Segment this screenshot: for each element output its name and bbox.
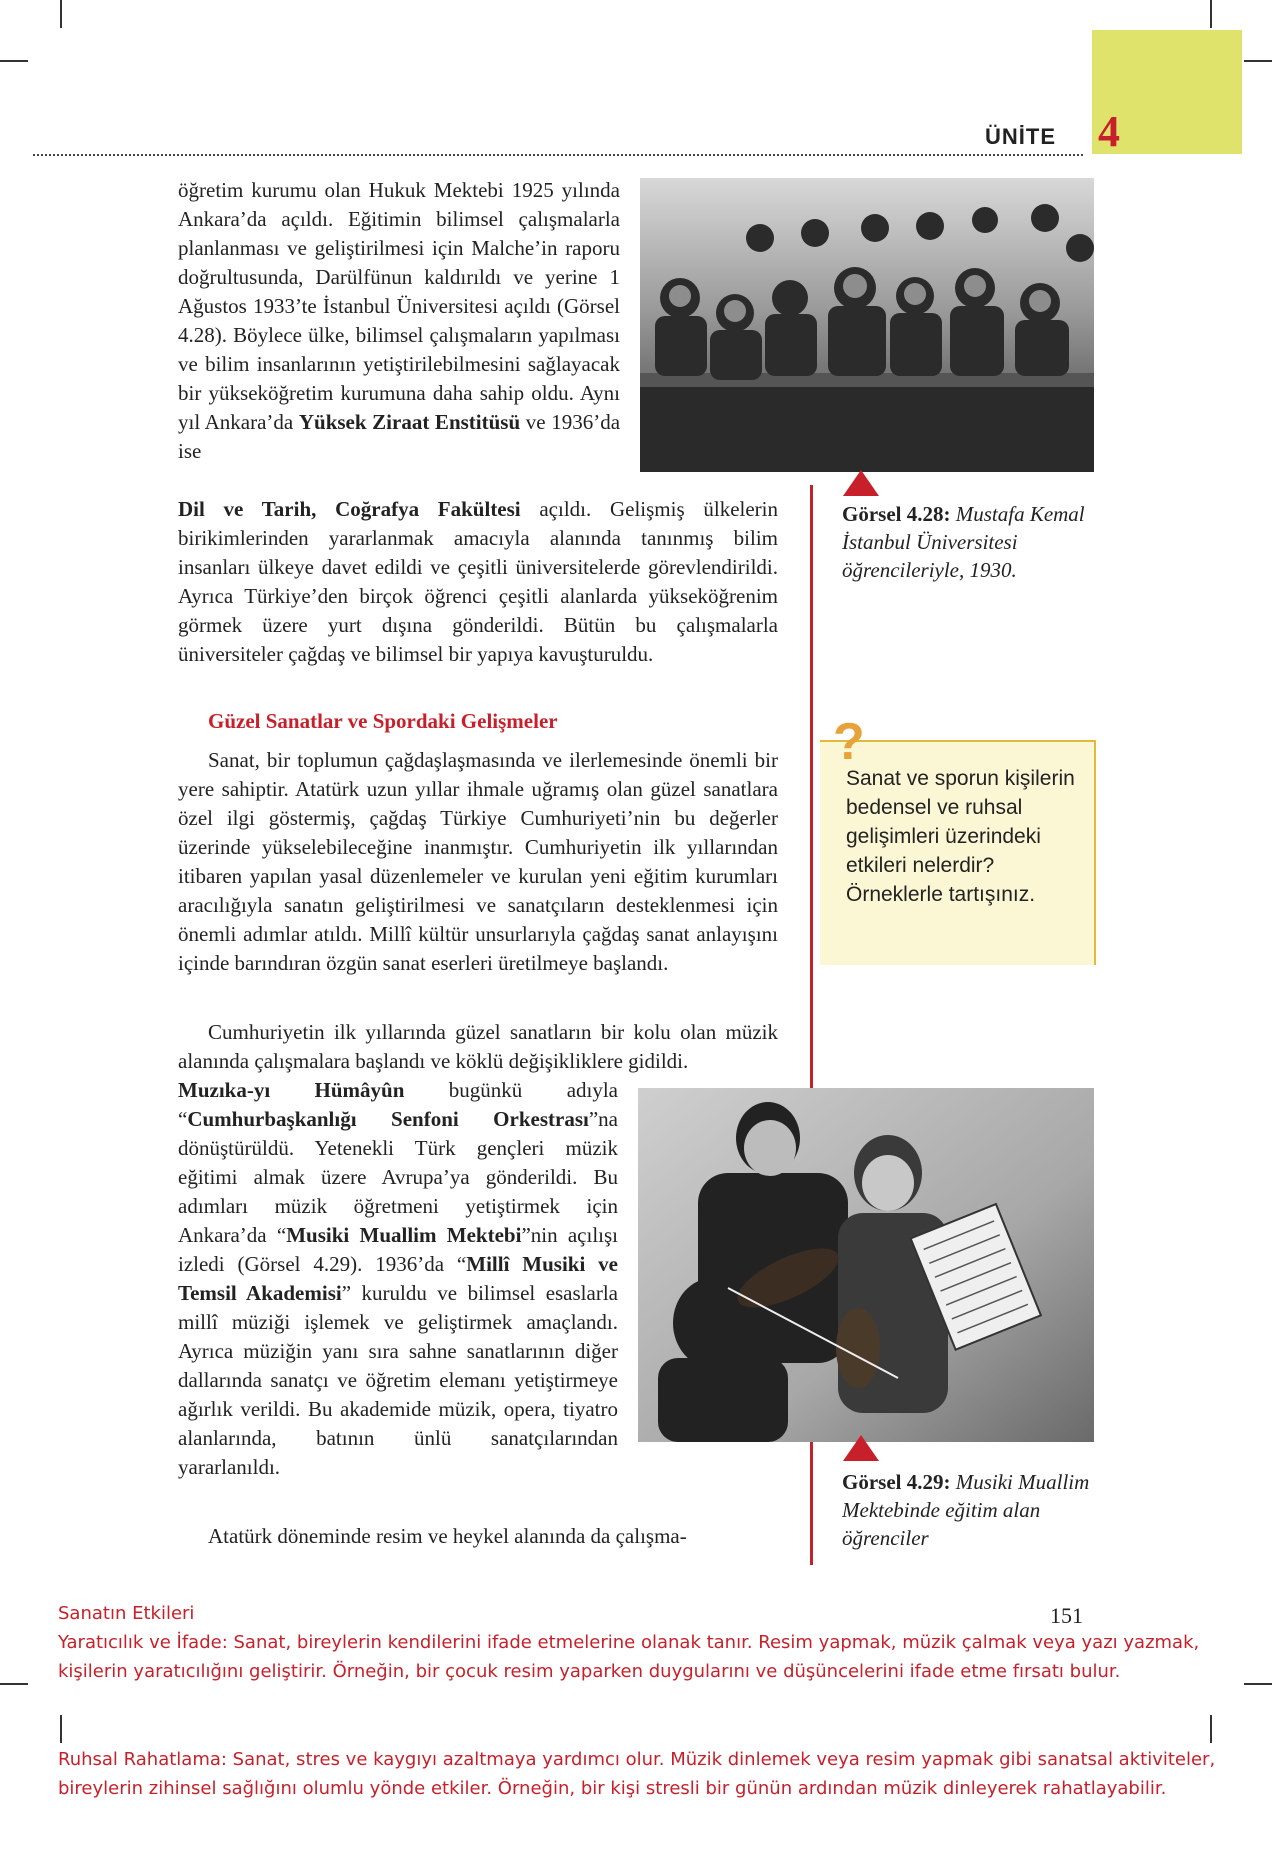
caption-marker — [843, 470, 879, 496]
photo-music-students — [638, 1088, 1094, 1442]
music-text: ”nin açılışı izledi (Görsel 4.29). 1936’da “ — [178, 1223, 619, 1276]
caption-marker — [843, 1435, 879, 1461]
last-line-text: Atatürk döneminde resim ve heykel alanında da çalışma- — [208, 1524, 687, 1548]
music-text: bugünkü adıyla “ — [178, 1078, 619, 1131]
header-rule — [33, 154, 1083, 156]
crop-mark — [0, 1683, 28, 1685]
music-lead: Cumhuriyetin ilk yıllarında güzel sanatların bir kolu olan müzik alanında çalışmalara başlandı ve köklü değişikliklere gidildi. — [178, 1020, 778, 1073]
note-title: Sanatın Etkileri — [58, 1603, 195, 1624]
music-paragraph — [178, 1018, 778, 1076]
intro-paragraph-cont — [178, 495, 778, 669]
bold-term: Cumhurbaşkanlığı Senfoni Orkestrası — [187, 1107, 589, 1131]
last-line — [208, 1522, 808, 1551]
crop-mark — [60, 1715, 62, 1743]
music-text: ”na dönüştürüldü. Yetenekli Türk gençleri müzik eğitimi almak üzere Avrupa’ya gönderildi. Bu adımları müzik öğretmeni yetiştirmek için Ankara’da “ — [178, 1107, 618, 1247]
intro-paragraph — [178, 176, 620, 466]
art-text: Sanat, bir toplumun çağdaşlaşmasında ve ilerlemesinde önemli bir yere sahiptir. Atatürk uzun yıllar ihmale uğramış olan güzel sanatlara özel ilgi göstermiş, çağdaş Türkiye Cumhuriyeti’nin bu değerler üzerinde yükselebileceğine inanmıştır. Cumhuriyetin ilk yıllarından itibaren yapılan yasal düzenlemeler ve kurulan yeni eğitim kurumları aracılığıyla sanatın geliştirilmesi ve sanatçıların desteklenmesi için önemli adımlar atıldı. Millî kültür unsurlarıyla çağdaş sanat anlayışını içinde barındıran özgün sanat eserleri üretilmeye başlandı. — [178, 748, 778, 975]
caption-label: Görsel 4.29: — [842, 1470, 951, 1494]
bold-term: Dil ve Tarih, Coğrafya Fakültesi — [178, 497, 521, 521]
crop-mark — [1210, 1715, 1212, 1743]
bold-term: Yüksek Ziraat Enstitüsü — [298, 410, 521, 434]
unit-number: 4 — [1098, 107, 1120, 156]
bold-term: Muzıka-yı Hümâyûn — [178, 1078, 405, 1102]
caption-label: Görsel 4.28: — [842, 502, 951, 526]
page-number: 151 — [1050, 1603, 1083, 1628]
bold-term: Millî Musiki ve Temsil Akademisi — [178, 1252, 618, 1305]
question-text: Sanat ve sporun kişilerin bedensel ve ruhsal gelişimleri üzerindeki etkileri nelerdir? Örneklerle tartışınız. — [846, 767, 1075, 906]
intro-text: öğretim kurumu olan Hukuk Mektebi 1925 yılında Ankara’da açıldı. Eğitimin bilimsel çalışmalarla planlanması ve geliştirilmesi için Malche’in raporu doğrultusunda, Darülfünun kaldırıldı ve yerine 1 Ağustos 1933’te İstanbul Üniversitesi açıldı (Görsel 4.28). Böylece ülke, bilimsel çalışmaların yapılması ve bilim insanlarının yetiştirilebilmesini sağlayacak bir yükseköğretim kurumuna daha sahip oldu. Aynı yıl Ankara’da — [178, 178, 620, 434]
crop-mark — [1244, 60, 1272, 62]
caption-4-29 — [842, 1468, 1102, 1552]
section-heading: Güzel Sanatlar ve Spordaki Gelişmeler — [208, 709, 558, 733]
crop-mark — [0, 60, 28, 62]
art-paragraph — [178, 746, 778, 978]
crop-mark — [1210, 0, 1212, 28]
caption-text: Musiki Muallim Mektebinde eğitim alan öğrenciler — [842, 1470, 1090, 1550]
note-creativity: Yaratıcılık ve İfade: Sanat, bireylerin kendilerini ifade etmelerine olanak tanır. Resim yapmak, müzik çalmak veya yazı yazmak, kişilerin yaratıcılığını geliştirir. Örneğin, bir çocuk resim yaparken duygularını ve düşüncelerini ifade etme fırsatı bulur. — [58, 1632, 1200, 1682]
question-mark-icon: ? — [833, 713, 865, 771]
music-paragraph-cont — [178, 1076, 618, 1482]
music-text: ” kuruldu ve bilimsel esaslarla millî müziği işlemek ve geliştirmek amaçlandı. Ayrıca müziğin yanı sıra sahne sanatlarının diğer dallarında sanatçı ve öğretim elemanı yetiştirmeye ağırlık verildi. Bu akademide müzik, opera, tiyatro alanlarında, batının ünlü sanatçılarından yararlanıldı. — [178, 1281, 618, 1479]
unit-label: ÜNİTE — [985, 124, 1056, 149]
caption-4-28 — [842, 500, 1102, 584]
intro-text: açıldı. Gelişmiş ülkelerin birikimlerinden yararlanmak amacıyla alanında tanınmış bilim insanları ülkeye davet edildi ve çeşitli üniversitelerde görevlendirildi. Ayrıca Türkiye’den birçok öğrenci çeşitli alanlarda yükseköğrenim görmek üzere yurt dışına gönderildi. Bütün bu çalışmalarla üniversiteler çağdaş ve bilimsel bir yapıya kavuşturuldu. — [178, 497, 778, 666]
intro-text: ve 1936’da ise — [178, 410, 621, 463]
crop-mark — [60, 0, 62, 28]
bold-term: Musiki Muallim Mektebi — [286, 1223, 522, 1247]
note-relief: Ruhsal Rahatlama: Sanat, stres ve kaygıyı azaltmaya yardımcı olur. Müzik dinlemek veya resim yapmak gibi sanatsal aktiviteler, bireylerin zihinsel sağlığını olumlu yönde etkiler. Örneğin, bir kişi stresli bir günün ardından müzik dinleyerek rahatlayabilir. — [58, 1749, 1216, 1799]
crop-mark — [1244, 1683, 1272, 1685]
caption-text: Mustafa Kemal İstanbul Üniversitesi öğrencileriyle, 1930. — [842, 502, 1085, 582]
photo-ataturk-students — [640, 178, 1094, 472]
